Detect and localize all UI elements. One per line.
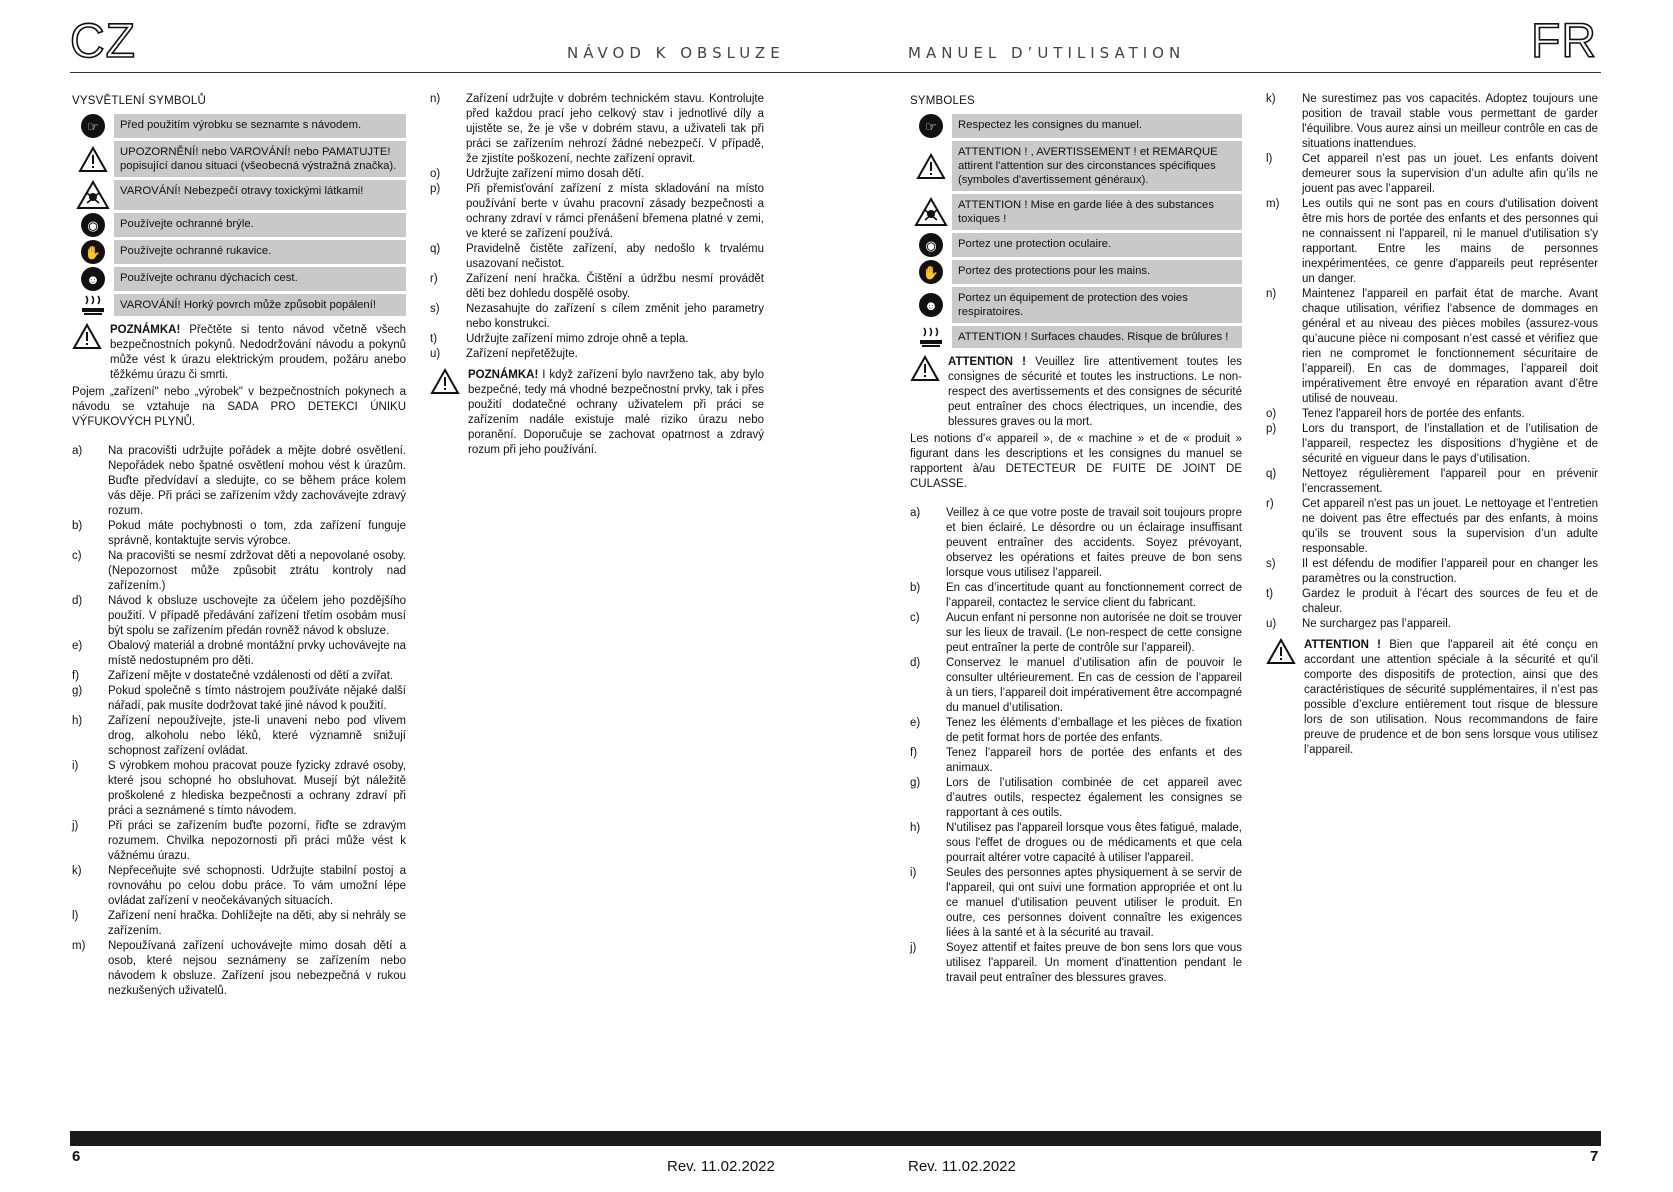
- list-item: [72, 669, 406, 684]
- symbol-text: Používejte ochranu dýchacích cest.: [114, 267, 406, 291]
- warning-triangle-icon: [430, 368, 468, 458]
- list-item: [72, 759, 406, 819]
- item-text: Zařízení mějte v dostatečné vzdálenosti od dětí a zvířat.: [108, 670, 394, 682]
- item-text: Lors de l’utilisation combinée de cet appareil avec d’autres outils, respectez également les consignes se rapportant à ces outils.: [946, 777, 1242, 819]
- item-letter: t): [430, 333, 438, 345]
- item-letter: d): [910, 657, 921, 669]
- item-text: Veillez à ce que votre poste de travail soit toujours propre et bien éclairé. Le désordre ou un éclairage insuffisant peuvent entraîner des accidents. Soyez prévoyant, observez les opérations et faites preuve de bon sens lorsque vous utilisez l’appareil.: [946, 507, 1242, 579]
- item-letter: g): [72, 685, 83, 697]
- item-letter: n): [1266, 288, 1277, 300]
- item-text: Zařízení nepoužívejte, jste-li unaveni nebo pod vlivem drog, alkoholu nebo léků, které významně snižují schopnost zařízení ovládat.: [108, 715, 406, 757]
- item-text: S výrobkem mohou pracovat pouze fyzicky zdravé osoby, které jsou schopné ho obsluhovat. Musejí být náležitě proškolené z hlediska bezpečnosti a ochrany zdraví při práci a seznámené s tímto návodem.: [108, 760, 406, 817]
- warning-triangle-icon: [910, 141, 952, 191]
- item-letter: j): [910, 942, 917, 954]
- item-text: Pokud máte pochybnosti o tom, zda zařízení funguje správně, kontaktujte servis výrobce.: [108, 520, 406, 547]
- symbol-text: Portez des protections pour les mains.: [952, 260, 1242, 284]
- item-letter: h): [910, 822, 921, 834]
- symbol-text: Používejte ochranné brýle.: [114, 213, 406, 237]
- item-text: En cas d’incertitude quant au fonctionnement correct de l’appareil, contactez le service client du fabricant.: [946, 582, 1242, 609]
- item-text: Nettoyez régulièrement l'appareil pour en prévenir l’encrassement.: [1302, 468, 1598, 495]
- hot-surface-icon: [910, 326, 952, 348]
- left-column-1: [72, 94, 406, 999]
- item-letter: f): [72, 670, 80, 682]
- item-text: Tenez l'appareil hors de portée des enfants.: [1302, 408, 1525, 420]
- item-text: Zařízení není hračka. Dohlížejte na děti, aby si nehrály se zařízením.: [108, 910, 406, 937]
- item-text: Nezasahujte do zařízení s cílem změnit jeho parametry nebo konstrukci.: [466, 303, 764, 330]
- list-item: [430, 302, 764, 332]
- item-text: Ne surestimez pas vos capacités. Adoptez toujours une position de travail stable vous permettant de garder l'équilibre. Vous aurez ainsi un meilleur contrôle en cas de situations inattendues.: [1302, 93, 1598, 150]
- language-code: CZ: [70, 15, 136, 68]
- symbol-text: Používejte ochranné rukavice.: [114, 240, 406, 264]
- symbol-text: Před použitím výrobku se seznamte s návodem.: [114, 114, 406, 138]
- item-letter: o): [430, 168, 441, 180]
- symbol-row: [910, 141, 1242, 191]
- symbol-row: [72, 213, 406, 237]
- item-letter: m): [72, 940, 86, 952]
- symbol-row: [72, 141, 406, 177]
- safety-list: [910, 506, 1242, 986]
- list-item: [430, 242, 764, 272]
- list-item: [1266, 197, 1598, 287]
- warning-triangle-icon: [910, 355, 948, 430]
- item-letter: j): [72, 820, 79, 832]
- safety-goggles-icon: ◉: [72, 213, 114, 237]
- symbol-row: [72, 294, 406, 316]
- symbol-text: Portez une protection oculaire.: [952, 233, 1242, 257]
- definition-text: Pojem „zařízení" nebo „výrobek" v bezpečnostních pokynech a návodu se vztahuje na SADA PRO DETEKCI ÚNIKU VÝFUKOVÝCH PLYNŮ.: [72, 386, 406, 428]
- note-box: [1266, 638, 1598, 758]
- symbol-text: Respectez les consignes du manuel.: [952, 114, 1242, 138]
- item-text: Návod k obsluze uschovejte za účelem jeho pozdějšího použití. V případě předávání zařízení třetím osobám musí být spolu se zařízením předán rovněž návod k obsluze.: [108, 595, 406, 637]
- symbol-text: VAROVÁNÍ! Nebezpečí otravy toxickými látkami!: [114, 180, 406, 210]
- item-letter: i): [910, 867, 917, 879]
- item-letter: a): [72, 445, 83, 457]
- respiratory-protection-icon: ☻: [72, 267, 114, 291]
- left-column-2: [430, 92, 764, 460]
- item-text: Tenez les éléments d’emballage et les pièces de fixation de petit format hors de portée des enfants.: [946, 717, 1242, 744]
- item-letter: u): [430, 348, 441, 360]
- item-text: Na pracovišti se nesmí zdržovat děti a nepovolané osoby. (Nepozornost může způsobit ztrátu kontroly nad zařízením.): [108, 550, 406, 592]
- list-item: [1266, 92, 1598, 152]
- item-text: Nepřeceňujte své schopnosti. Udržujte stabilní postoj a rovnováhu po celou dobu práce. To vám umožní lépe ovládat zařízení v neočekávaných situacích.: [108, 865, 406, 907]
- right-page: [836, 0, 1673, 1192]
- item-text: Maintenez l'appareil en parfait état de marche. Avant chaque utilisation, vérifiez l’absence de dommages en général et au niveau des pièces mobiles (assurez-vous qu’aucune pièce ni composant n’est cassé et vérifiez que rien ne compromet le fonctionnement sécuritaire de l’appareil). En cas de dommages, l’appareil doit impérativement être envoyé en réparation avant d’être utilisé de nouveau.: [1302, 288, 1598, 405]
- list-item: [910, 581, 1242, 611]
- header-title: NÁVOD K OBSLUZE: [567, 44, 785, 62]
- list-item: [1266, 587, 1598, 617]
- list-item: [430, 272, 764, 302]
- item-letter: l): [1266, 153, 1273, 165]
- revision-date: Rev. 11.02.2022: [667, 1158, 775, 1175]
- symbol-text: ATTENTION ! Mise en garde liée à des substances toxiques !: [952, 194, 1242, 230]
- item-letter: b): [72, 520, 83, 532]
- footer-bar: [836, 1131, 1601, 1146]
- item-text: Aucun enfant ni personne non autorisée ne doit se trouver sur les lieux de travail. (Le non-respect de cette consigne peut entraîner la perte de contrôle sur l’appareil).: [946, 612, 1243, 654]
- list-item: [910, 746, 1242, 776]
- list-item: [430, 347, 764, 362]
- list-item: [72, 594, 406, 639]
- symbol-row: [910, 287, 1242, 323]
- item-text: Pravidelně čistěte zařízení, aby nedošlo k trvalému usazovaní nečistot.: [466, 243, 764, 270]
- item-letter: c): [72, 550, 82, 562]
- symbol-row: [910, 114, 1242, 138]
- list-item: [1266, 497, 1598, 557]
- item-text: Ne surchargez pas l’appareil.: [1302, 618, 1451, 630]
- warning-triangle-icon: [72, 141, 114, 177]
- list-item: [72, 819, 406, 864]
- item-letter: e): [910, 717, 921, 729]
- list-item: [910, 656, 1242, 716]
- note-box: [430, 368, 764, 458]
- note-label: ATTENTION !: [948, 356, 1026, 368]
- list-item: [72, 519, 406, 549]
- item-letter: q): [1266, 468, 1277, 480]
- left-page: [0, 0, 836, 1192]
- note-text: Bien que l'appareil ait été conçu en accordant une attention spéciale à la sécurité et qu'il comporte des dispositifs de protection, ainsi que des caractéristiques de sécurité supplémentaires, il n’est pas possible d’exclure entièrement tout risque de blessure lors de son utilisation. Nous recommandons de faire preuve de prudence et de bon sens lorsque vous utilisez l’appareil.: [1304, 639, 1598, 756]
- protective-gloves-icon: ✋: [72, 240, 114, 264]
- item-letter: t): [1266, 588, 1274, 600]
- note-label: POZNÁMKA!: [110, 324, 181, 336]
- list-item: [72, 549, 406, 594]
- item-text: Zařízení není hračka. Čištění a údržbu nesmí provádět děti bez dohledu dospělé osoby.: [466, 273, 764, 300]
- symbol-text: UPOZORNĚNÍ! nebo VAROVÁNÍ! nebo PAMATUJTE! popisující danou situaci (všeobecná výstražná značka).: [114, 141, 406, 177]
- item-letter: d): [72, 595, 83, 607]
- protective-gloves-icon: ✋: [910, 260, 952, 284]
- respiratory-protection-icon: ☻: [910, 287, 952, 323]
- item-text: Při práci se zařízením buďte pozorní, řiďte se zdravým rozumem. Chvilka nepozornosti při práci může vést k vážnému úrazu.: [108, 820, 406, 862]
- item-text: Soyez attentif et faites preuve de bon sens lors que vous utilisez l'appareil. Un moment d'inattention pendant le travail peut entraîner des blessures graves.: [946, 942, 1242, 984]
- list-item: [72, 444, 406, 519]
- header-title: MANUEL D’UTILISATION: [908, 44, 1186, 62]
- safety-goggles-icon: ◉: [910, 233, 952, 257]
- item-letter: r): [1266, 498, 1274, 510]
- list-item: [910, 716, 1242, 746]
- symbols-list: [910, 114, 1242, 348]
- safety-list-continued: [1266, 92, 1598, 632]
- safety-list: [72, 444, 406, 999]
- item-letter: k): [1266, 93, 1276, 105]
- list-item: [72, 939, 406, 999]
- item-letter: s): [1266, 558, 1276, 570]
- list-item: [72, 714, 406, 759]
- item-text: Les outils qui ne sont pas en cours d'utilisation doivent être mis hors de portée des enfants et des personnes qui ne connaissent ni l'appareil, ni le manuel d'utilisation s'y rapportant. Entre les mains de personnes inexpérimentées, ce genre d'appareils peut représenter un danger.: [1302, 198, 1598, 285]
- footer-bar: [70, 1131, 836, 1146]
- item-letter: o): [1266, 408, 1277, 420]
- item-letter: l): [72, 910, 79, 922]
- read-manual-icon: ☞: [910, 114, 952, 138]
- item-text: Seules des personnes aptes physiquement à se servir de l'appareil, qui ont suivi une formation appropriée et ont lu ce manuel d'utilisation peuvent utiliser le produit. En outre, ces personnes doivent connaître les exigences liées à la santé et à la sécurité au travail.: [946, 867, 1242, 939]
- item-text: Tenez l’appareil hors de portée des enfants et des animaux.: [946, 747, 1242, 774]
- symbol-text: Portez un équipement de protection des voies respiratoires.: [952, 287, 1242, 323]
- item-letter: u): [1266, 618, 1277, 630]
- list-item: [72, 639, 406, 669]
- list-item: [1266, 467, 1598, 497]
- hot-surface-icon: [72, 294, 114, 316]
- item-text: Udržujte zařízení mimo zdroje ohně a tepla.: [466, 333, 689, 345]
- item-text: Lors du transport, de l’installation et de l’utilisation de l’appareil, respectez les dispositions d’hygiène et de sécurité en vigueur dans le pays d’utilisation.: [1302, 423, 1598, 465]
- list-item: [910, 776, 1242, 821]
- note-box: [72, 323, 406, 383]
- item-text: Pokud společně s tímto nástrojem používáte nějaké další nářadí, pak musíte dodržovat také jiné návod k použití.: [108, 685, 406, 712]
- symbol-text: ATTENTION ! Surfaces chaudes. Risque de brûlures !: [952, 326, 1242, 348]
- read-manual-icon: ☞: [72, 114, 114, 138]
- note-box: [910, 355, 1242, 430]
- list-item: [910, 941, 1242, 986]
- item-letter: e): [72, 640, 83, 652]
- list-item: [1266, 152, 1598, 197]
- list-item: [1266, 422, 1598, 467]
- list-item: [72, 909, 406, 939]
- page-number: 6: [72, 1148, 81, 1165]
- symbol-text: ATTENTION ! , AVERTISSEMENT ! et REMARQUE attirent l'attention sur des circonstances spécifiques (symboles d'avertissement généraux).: [952, 141, 1242, 191]
- symbols-list: [72, 114, 406, 316]
- list-item: [430, 167, 764, 182]
- item-text: Na pracovišti udržujte pořádek a mějte dobré osvětlení. Nepořádek nebo špatné osvětlení mohou vést k úrazům. Buďte předvídaví a sledujte, co se během práce kolem vás děje. Při práci se zařízením vždy zachovávejte zdravý rozum.: [108, 445, 406, 517]
- item-letter: i): [72, 760, 79, 772]
- item-letter: h): [72, 715, 83, 727]
- item-letter: n): [430, 93, 441, 105]
- symbol-row: [72, 240, 406, 264]
- definition-text: Les notions d'« appareil », de « machine » et de « produit » figurant dans les descriptions et les consignes du manuel se rapportent à/au DETECTEUR DE FUITE DE JOINT DE CULASSE.: [910, 433, 1242, 490]
- list-item: [1266, 287, 1598, 407]
- header-rule: [836, 72, 1601, 73]
- symbol-row: [72, 180, 406, 210]
- item-text: N'utilisez pas l'appareil lorsque vous êtes fatigué, malade, sous l'effet de drogues ou de médicaments et que cela pourrait altérer votre capacité à utiliser l'appareil.: [946, 822, 1242, 864]
- warning-triangle-icon: [1266, 638, 1304, 758]
- list-item: [1266, 617, 1598, 632]
- item-letter: g): [910, 777, 921, 789]
- item-text: Cet appareil n'est pas un jouet. Le nettoyage et l’entretien ne doivent pas être effectués par des enfants, à moins qu’ils se trouvent sous la supervision d’un adulte responsable.: [1302, 498, 1598, 555]
- list-item: [910, 866, 1242, 941]
- item-letter: f): [910, 747, 918, 759]
- list-item: [1266, 407, 1598, 422]
- item-text: Obalový materiál a drobné montážní prvky uchovávejte na místě nedostupném pro děti.: [108, 640, 406, 667]
- note-text: Přečtěte si tento návod včetně všech bezpečnostních pokynů. Nedodržování návodu a pokynů může vést k úrazu elektrickým proudem, požáru anebo těžkému úrazu či smrti.: [110, 324, 406, 381]
- list-item: [910, 611, 1242, 656]
- item-letter: r): [430, 273, 438, 285]
- symbol-row: [910, 326, 1242, 348]
- toxic-warning-icon: [910, 194, 952, 230]
- safety-list-continued: [430, 92, 764, 362]
- right-column-1: [910, 94, 1242, 986]
- symbol-row: [72, 267, 406, 291]
- language-code: FR: [1531, 15, 1597, 68]
- symbol-row: [910, 233, 1242, 257]
- item-text: Cet appareil n’est pas un jouet. Les enfants doivent demeurer sous la supervision d’un adulte afin qu’ils ne jouent pas avec l’appareil.: [1302, 153, 1598, 195]
- item-text: Conservez le manuel d’utilisation afin de pouvoir le consulter ultérieurement. En cas de cession de l’appareil à un tiers, l’appareil doit impérativement être accompagné du manuel d’utilisation.: [946, 657, 1242, 714]
- list-item: [910, 506, 1242, 581]
- symbols-title: VYSVĚTLENÍ SYMBOLŮ: [72, 95, 206, 107]
- symbol-row: [910, 260, 1242, 284]
- list-item: [1266, 557, 1598, 587]
- item-letter: p): [430, 183, 441, 195]
- list-item: [72, 864, 406, 909]
- item-letter: b): [910, 582, 921, 594]
- revision-date: Rev. 11.02.2022: [908, 1158, 1016, 1175]
- item-letter: m): [1266, 198, 1280, 210]
- item-text: Při přemisťování zařízení z místa skladování na místo používání berte v úvahu pracovní zásady bezpečnosti a ochrany zdraví v rámci přenášení břemena platné v zemi, ve které se zařízení používá.: [466, 183, 764, 240]
- list-item: [430, 92, 764, 167]
- item-text: Nepoužívaná zařízení uchovávejte mimo dosah dětí a osob, které nejsou seznámeny se zařízením nebo návodem k obsluze. Zařízení jsou nebezpečná v rukou nezkušených uživatelů.: [108, 940, 406, 997]
- note-label: POZNÁMKA!: [468, 369, 539, 381]
- page-number: 7: [1590, 1148, 1599, 1165]
- header-rule: [70, 72, 836, 73]
- note-text: I když zařízení bylo navrženo tak, aby bylo bezpečné, tedy má vhodné bezpečnostní prvky, tak i přes použití dodatečné ochrany uživatelem při práci se zařízením nadále existuje malé riziko úrazu nebo poranění. Doporučuje se zachovat opatrnost a zdravý rozum při jeho používání.: [468, 369, 764, 456]
- right-column-2: [1266, 92, 1598, 760]
- note-label: ATTENTION !: [1304, 639, 1381, 651]
- symbol-text: VAROVÁNÍ! Horký povrch může způsobit popálení!: [114, 294, 406, 316]
- list-item: [430, 182, 764, 242]
- item-letter: c): [910, 612, 920, 624]
- item-letter: k): [72, 865, 82, 877]
- item-text: Gardez le produit à l'écart des sources de feu et de chaleur.: [1302, 588, 1598, 615]
- symbol-row: [910, 194, 1242, 230]
- list-item: [910, 821, 1242, 866]
- toxic-warning-icon: [72, 180, 114, 210]
- list-item: [430, 332, 764, 347]
- note-text: Veuillez lire attentivement toutes les consignes de sécurité et toutes les instructions. Le non-respect des avertissements et des consignes de sécurité peut entraîner des chocs électriques, un incendie, des blessures graves ou la mort.: [948, 356, 1242, 428]
- list-item: [72, 684, 406, 714]
- item-letter: q): [430, 243, 441, 255]
- item-text: Zařízení udržujte v dobrém technickém stavu. Kontrolujte před každou prací jeho celkový stav i jednotlivé díly a ujistěte se, že je vše v dobrém stavu, a uživateli tak při práci se zařízením nehrozí žádné nebezpečí. V případě, že zjistíte poškození, nechte zařízení opravit.: [466, 93, 764, 165]
- symbol-row: [72, 114, 406, 138]
- item-letter: a): [910, 507, 921, 519]
- item-text: Il est défendu de modifier l’appareil pour en changer les paramètres ou la construction.: [1302, 558, 1598, 585]
- item-letter: p): [1266, 423, 1277, 435]
- item-text: Udržujte zařízení mimo dosah dětí.: [466, 168, 645, 180]
- item-text: Zařízení nepřetěžujte.: [466, 348, 578, 360]
- symbols-title: SYMBOLES: [910, 95, 975, 107]
- item-letter: s): [430, 303, 440, 315]
- warning-triangle-icon: [72, 323, 110, 383]
